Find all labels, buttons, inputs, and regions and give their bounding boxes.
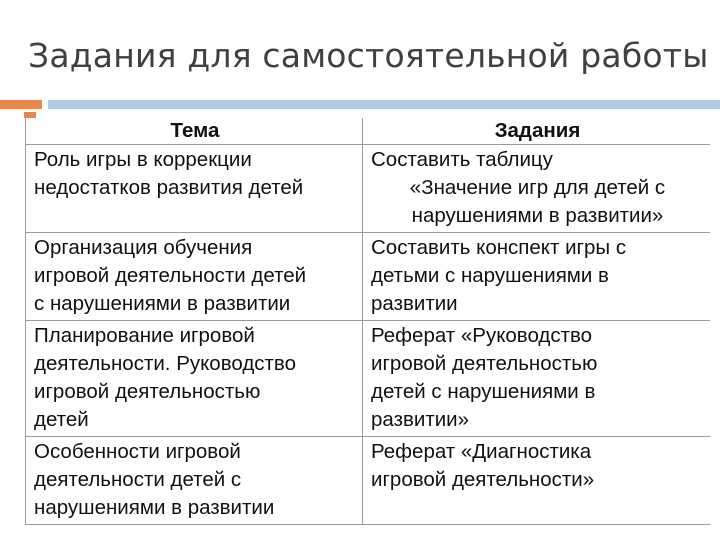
task-cell xyxy=(363,233,711,321)
topic-line: нарушениями в развитии xyxy=(34,496,275,519)
task-line: Реферат «Руководство xyxy=(371,324,593,347)
task-line: нарушениями в развитии» xyxy=(411,204,664,227)
topic-line: игровой деятельностью xyxy=(34,380,261,403)
task-line: детей с нарушениями в xyxy=(371,380,596,403)
table-row xyxy=(26,321,711,437)
topic-cell xyxy=(26,233,363,321)
topic-line: Роль игры в коррекции xyxy=(34,148,252,171)
accent-bar-orange xyxy=(0,100,42,109)
slide-title: Задания для самостоятельной работы xyxy=(28,36,709,75)
table-row xyxy=(26,233,711,321)
table-header-row xyxy=(26,118,711,145)
task-cell xyxy=(363,145,711,233)
task-line: Реферат «Диагностика xyxy=(371,440,592,463)
topic-line: деятельности детей с xyxy=(34,468,242,491)
table-row xyxy=(26,145,711,233)
topic-line: деятельности. Руководство xyxy=(34,352,296,375)
task-line: «Значение игр для детей с xyxy=(409,176,666,199)
task-cell xyxy=(363,437,711,525)
topic-line: Планирование игровой xyxy=(34,324,255,347)
task-line: развитии xyxy=(371,292,458,315)
topic-cell xyxy=(26,437,363,525)
topic-line: с нарушениями в развитии xyxy=(34,292,291,315)
task-line: Составить таблицу xyxy=(371,148,553,171)
topic-line: Организация обучения xyxy=(34,236,253,259)
header-topic: Тема xyxy=(26,118,363,145)
task-cell xyxy=(363,321,711,437)
table-row xyxy=(26,437,711,525)
topic-cell xyxy=(26,321,363,437)
task-line: детьми с нарушениями в xyxy=(371,264,609,287)
topic-cell xyxy=(26,145,363,233)
topic-line: детей xyxy=(34,408,89,431)
task-line: игровой деятельностью xyxy=(371,352,598,375)
assignments-table-container xyxy=(25,118,710,540)
topic-line: Особенности игровой xyxy=(34,440,241,463)
topic-line: недостатков развития детей xyxy=(34,176,304,199)
task-line: развитии» xyxy=(371,408,470,431)
header-tasks: Задания xyxy=(363,118,711,145)
task-line: игровой деятельности» xyxy=(371,468,595,491)
task-line: Составить конспект игры с xyxy=(371,236,627,259)
assignments-table xyxy=(25,118,710,525)
topic-line: игровой деятельности детей xyxy=(34,264,307,287)
accent-bar-blue xyxy=(48,100,720,109)
